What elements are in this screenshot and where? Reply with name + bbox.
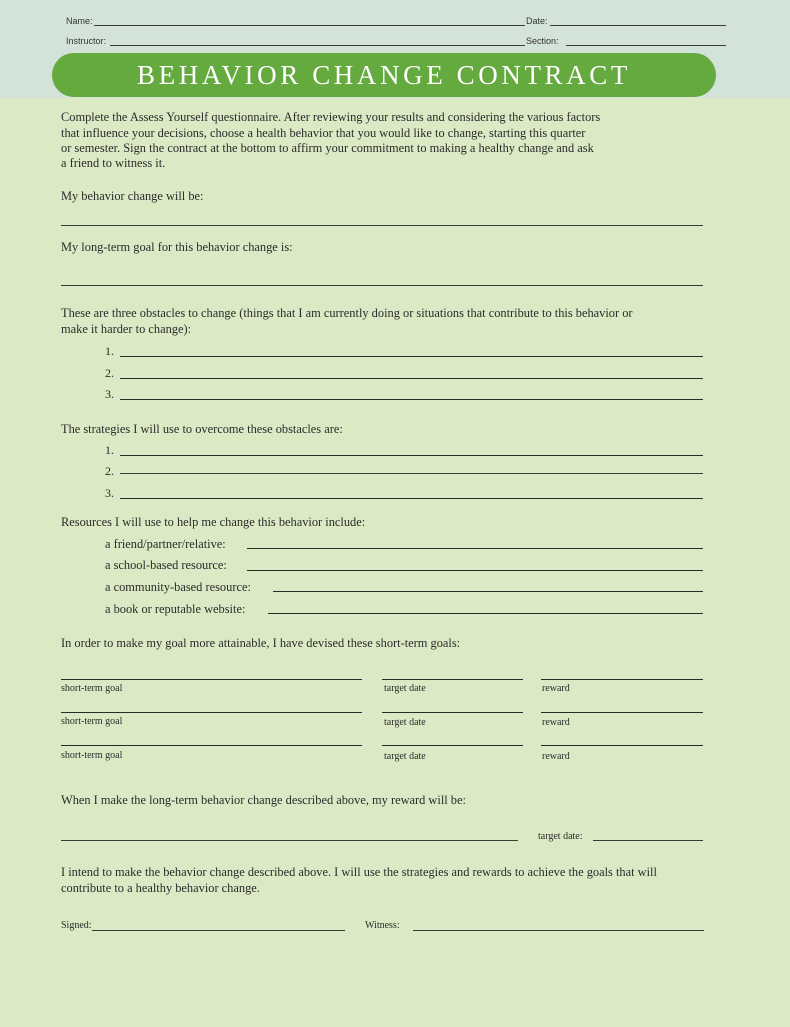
reward-caption-2: reward: [542, 717, 570, 728]
short-term-goals-label: In order to make my goal more attainable, I have devised these short-term goals:: [61, 636, 461, 650]
strategies-label: The strategies I will use to overcome these obstacles are:: [61, 422, 343, 436]
long-term-reward-field[interactable]: [61, 840, 518, 841]
long-term-reward-label: When I make the long-term behavior change described above, my reward will be:: [61, 793, 466, 807]
obstacle-number-1: 1.: [105, 344, 114, 358]
instructor-label: Instructor:: [66, 36, 107, 46]
resource-label-community: a community-based resource:: [105, 580, 251, 594]
reward-field-1[interactable]: [541, 679, 703, 680]
short-term-goal-field-2[interactable]: [61, 712, 362, 713]
resource-field-friend[interactable]: [247, 548, 703, 549]
obstacle-number-2: 2.: [105, 366, 114, 380]
resource-label-book: a book or reputable website:: [105, 602, 246, 616]
strategy-number-3: 3.: [105, 486, 114, 500]
date-label: Date:: [526, 16, 548, 26]
obstacle-field-1[interactable]: [120, 356, 703, 357]
commitment-line-1: I intend to make the behavior change described above. I will use the strategies and rewards to achieve the goals that will: [61, 865, 657, 879]
obstacles-label-line-2: make it harder to change):: [61, 322, 192, 336]
instructor-field[interactable]: [110, 45, 525, 46]
short-term-goal-field-1[interactable]: [61, 679, 362, 680]
intro-line-4: a friend to witness it.: [61, 156, 166, 170]
target-date-caption-2: target date: [384, 717, 426, 728]
title-banner: [52, 53, 716, 97]
resource-field-school[interactable]: [247, 570, 703, 571]
target-date-caption-1: target date: [384, 683, 426, 694]
intro-line-1: Complete the Assess Yourself questionnaire. After reviewing your results and considering the various factors: [61, 110, 601, 124]
short-term-goal-caption-1: short-term goal: [61, 683, 123, 694]
short-term-goal-caption-2: short-term goal: [61, 716, 123, 727]
long-term-goal-field[interactable]: [61, 285, 703, 286]
intro-line-2: that influence your decisions, choose a health behavior that you would like to change, starting this quarter: [61, 126, 586, 140]
witness-field[interactable]: [413, 930, 704, 931]
reward-target-date-field[interactable]: [593, 840, 703, 841]
reward-target-date-label: target date:: [538, 831, 583, 842]
section-label: Section:: [526, 36, 559, 46]
reward-field-3[interactable]: [541, 745, 703, 746]
short-term-goal-field-3[interactable]: [61, 745, 362, 746]
reward-caption-3: reward: [542, 751, 570, 762]
resource-field-book[interactable]: [268, 613, 703, 614]
reward-caption-1: reward: [542, 683, 570, 694]
strategy-field-3[interactable]: [120, 498, 703, 499]
signature-field[interactable]: [92, 930, 345, 931]
behavior-change-field[interactable]: [61, 225, 703, 226]
resource-label-school: a school-based resource:: [105, 558, 227, 572]
date-field[interactable]: [550, 25, 726, 26]
strategy-number-1: 1.: [105, 443, 114, 457]
behavior-change-label: My behavior change will be:: [61, 189, 204, 203]
commitment-line-2: contribute to a healthy behavior change.: [61, 881, 260, 895]
short-term-goal-caption-3: short-term goal: [61, 750, 123, 761]
section-field[interactable]: [566, 45, 726, 46]
resource-field-community[interactable]: [273, 591, 703, 592]
name-label: Name:: [66, 16, 93, 26]
strategy-number-2: 2.: [105, 464, 114, 478]
target-date-field-1[interactable]: [382, 679, 523, 680]
page-title: BEHAVIOR CHANGE CONTRACT: [137, 59, 631, 90]
strategy-field-1[interactable]: [120, 455, 703, 456]
target-date-caption-3: target date: [384, 751, 426, 762]
obstacle-number-3: 3.: [105, 387, 114, 401]
target-date-field-2[interactable]: [382, 712, 523, 713]
obstacle-field-2[interactable]: [120, 378, 703, 379]
long-term-goal-label: My long-term goal for this behavior change is:: [61, 240, 293, 254]
witness-label: Witness:: [365, 920, 400, 931]
name-field[interactable]: [94, 25, 525, 26]
signed-label: Signed:: [61, 920, 92, 931]
resources-label: Resources I will use to help me change this behavior include:: [61, 515, 366, 529]
obstacles-label-line-1: These are three obstacles to change (things that I am currently doing or situations that contribute to this behavior or: [61, 306, 633, 320]
target-date-field-3[interactable]: [382, 745, 523, 746]
strategy-field-2[interactable]: [120, 473, 703, 474]
intro-line-3: or semester. Sign the contract at the bottom to affirm your commitment to making a healthy change and ask: [61, 141, 594, 155]
reward-field-2[interactable]: [541, 712, 703, 713]
resource-label-friend: a friend/partner/relative:: [105, 537, 226, 551]
obstacle-field-3[interactable]: [120, 399, 703, 400]
